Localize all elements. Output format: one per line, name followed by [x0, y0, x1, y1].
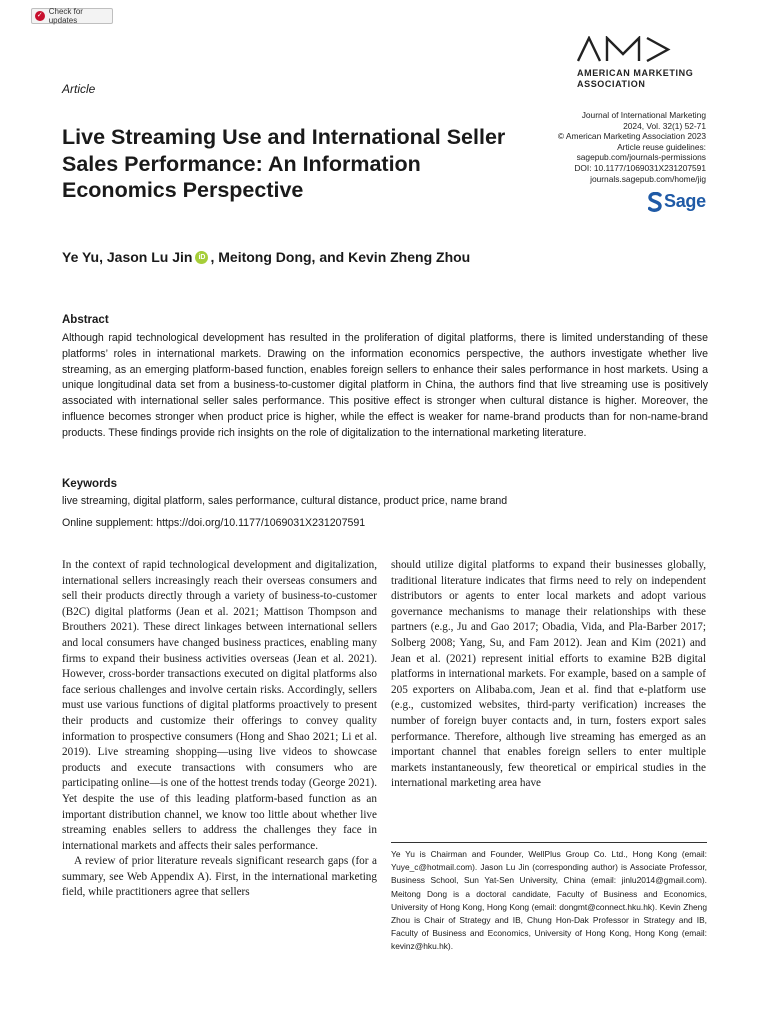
body-column-left	[62, 558, 377, 901]
sage-s-icon	[648, 192, 662, 212]
journal-metadata	[558, 110, 706, 184]
authors-rest: , Meitong Dong, and Kevin Zheng Zhou	[210, 249, 471, 265]
copyright: © American Marketing Association 2023	[557, 131, 706, 142]
doi[interactable]: DOI: 10.1177/1069031X231207591	[574, 162, 706, 173]
ama-logo	[577, 36, 711, 90]
footnote-divider	[391, 842, 707, 843]
body-column-right	[391, 558, 706, 792]
check-for-updates-button[interactable]	[31, 8, 113, 24]
keywords-list: live streaming, digital platform, sales performance, cultural distance, product price, name brand	[62, 495, 508, 507]
reuse-guidelines-label: Article reuse guidelines:	[617, 141, 706, 152]
authors-first: Ye Yu, Jason Lu Jin	[62, 249, 193, 265]
author-affiliation-footnote: Ye Yu is Chairman and Founder, WellPlus Group Co. Ltd., Hong Kong (email: Yuye_c@hotmail.com). Jason Lu Jin (corresponding author) is Associate Professor, Business School, Sun Yat-Sen University, China (email: jinlu2014@gmail.com). Meitong Dong is a doctoral candidate, Faculty of Business and Economics, University of Hong Kong, Hong Kong (email: dongmt@connect.hku.hk). Kevin Zheng Zhou is Chair of Strategy and IB, Chung Hon-Dak Professor in Strategy and IB, Faculty of Business and Economics, University of Hong Kong, Hong Kong (email: kevinz@hku.hk).	[391, 849, 707, 952]
keywords-heading: Keywords	[62, 478, 117, 490]
journal-homepage-link[interactable]: journals.sagepub.com/home/jig	[590, 173, 706, 184]
sage-logo	[648, 191, 706, 212]
ama-name-line1: AMERICAN MARKETING	[577, 68, 694, 78]
journal-volume: 2024, Vol. 32(1) 52-71	[623, 120, 706, 131]
ama-name-line2: ASSOCIATION	[577, 79, 646, 89]
crossmark-icon: ✓	[36, 12, 43, 19]
online-supplement-link[interactable]: Online supplement: https://doi.org/10.1177/1069031X231207591	[62, 517, 366, 529]
ama-name	[577, 68, 711, 90]
journal-name: Journal of International Marketing	[581, 110, 706, 120]
body-paragraph: should utilize digital platforms to expand their businesses globally, traditional literature indicates that firms need to rely on independent distributors or agents to enter local markets and adopt various governance mechanisms to manage their relationships with these partners (e.g., Ju and Gao 2017; Obadia, Vida, and Pla-Barber 2017; Solberg 2008; Yang, Su, and Fam 2012). Jean and Kim (2021) and Jean et al. (2021) represent initial efforts to examine B2B digital platforms in international markets. For example, based on a sample of 205 exporters on Alibaba.com, Jean et al. find that e-platform use (e.g., customized websites, third-party verification) increases the number of foreign buyer contacts and, in turn, fosters export sales performance. Therefore, although live streaming has emerged as an important channel that enables foreign sellers to enter multiple markets instantaneously, few theoretical or empirical studies in the international marketing area have	[391, 559, 706, 790]
body-paragraph: A review of prior literature reveals significant research gaps (for a summary, see Web Appendix A). First, in the international marketing field, while practitioners agree that sellers	[62, 855, 377, 899]
body-paragraph: In the context of rapid technological development and digitalization, international sellers increasingly reach their overseas consumers and sell their products directly through a variety of business-to-customer (B2C) digital platforms (Jean et al. 2021; Mattison Thompson and Brouthers 2021). These direct linkages between international sellers and local consumers have changed business practices, enabling many firms to expand their business activities overseas (Jean et al. 2021). However, cross-border transactions executed on digital platforms also face serious challenges and involve certain risks. Accordingly, sellers must use various functions of digital platforms proactively to present their products and customize their offerings to convey quality information to prospective consumers (Hong and Shao 2021; Li et al. 2019). Live streaming shopping—using live videos to showcase products and execute transactions with consumers who are participating online—is one of the hottest trends today (George 2021). Yet despite the use of this leading platform-based function as an important distribution channel, we know too little about whether live streaming enables sellers to address the challenges they face in international markets and affects their sales performance.	[62, 559, 377, 852]
author-list	[62, 249, 470, 265]
permissions-link[interactable]: sagepub.com/journals-permissions	[576, 152, 706, 163]
sage-logo-text: Sage	[664, 191, 706, 211]
orcid-icon[interactable]: iD	[195, 251, 208, 264]
check-for-updates-label: Check for updates	[48, 7, 83, 25]
article-type: Article	[62, 82, 96, 96]
abstract-heading: Abstract	[62, 314, 109, 326]
ama-logo-mark-icon	[577, 36, 671, 62]
abstract-text: Although rapid technological development has resulted in the proliferation of digital platforms, there is limited understanding of these platforms’ roles in international markets. Drawing on the information economics perspective, the authors investigate whether live streaming, as an emerging platform-based function, enables foreign sellers to enhance their sales performance in host markets. Using a unique longitudinal data set from a business-to-customer digital platform in China, the authors find that live streaming use is positively associated with international seller sales performance. This positive effect is stronger when cultural distance is higher. Moreover, the influence becomes stronger when product price is higher, while the effect is weaker for name-brand products than for non-name-brand products. These findings provide rich insights on the role of digitalization to the international marketing literature.	[62, 332, 708, 439]
article-title: Live Streaming Use and International Seller Sales Performance: An Information Economics Perspective	[62, 125, 506, 202]
